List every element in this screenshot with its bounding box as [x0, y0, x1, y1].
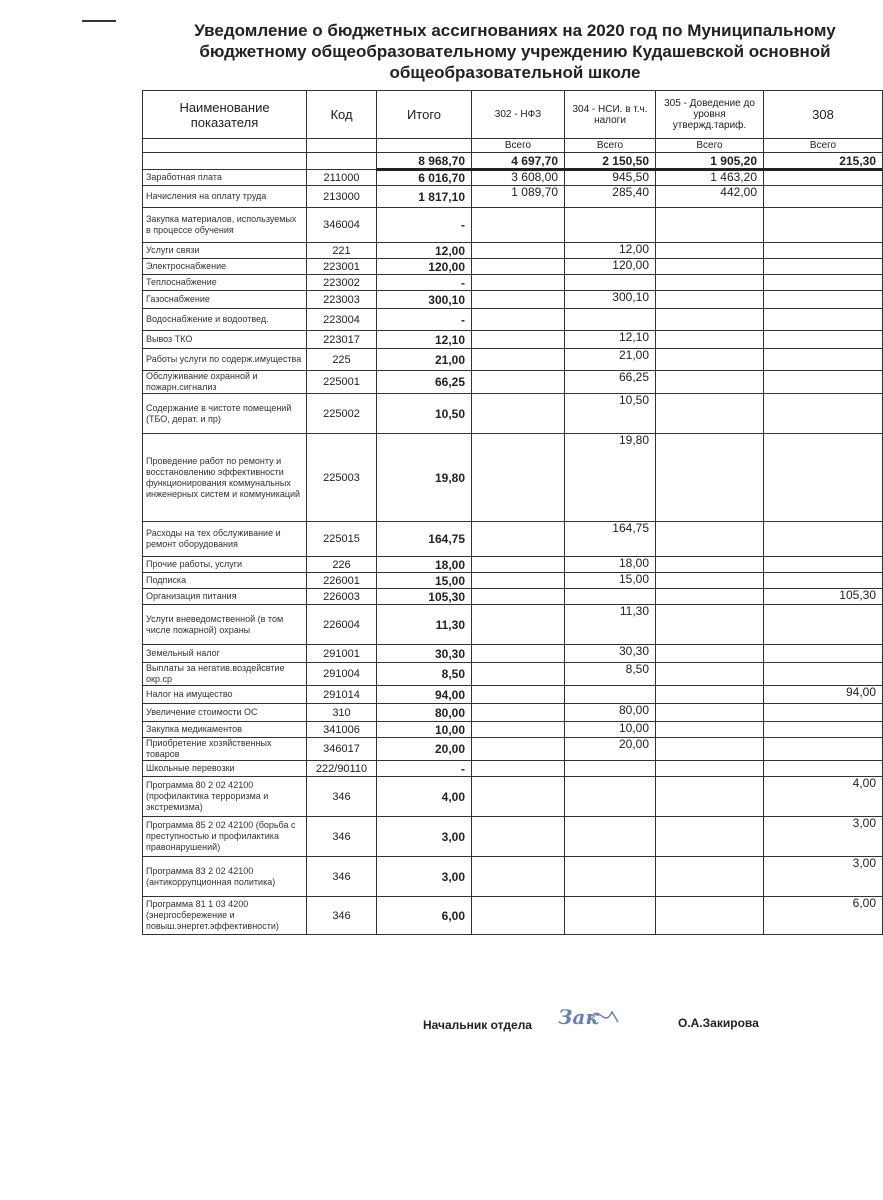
- row-308: [764, 761, 883, 777]
- row-total: 1 817,10: [377, 186, 472, 208]
- row-name: Прочие работы, услуги: [143, 557, 307, 573]
- row-304: 12,10: [565, 331, 656, 349]
- header-305: 305 - Доведение до уровня утвержд.тариф.: [656, 91, 764, 139]
- row-name: Услуги вневедомственной (в том числе пожарной) охраны: [143, 605, 307, 645]
- row-302: [472, 663, 565, 686]
- row-code: 223002: [307, 275, 377, 291]
- row-308: 6,00: [764, 897, 883, 935]
- row-308: [764, 331, 883, 349]
- row-305: [656, 522, 764, 557]
- table-row: [143, 738, 883, 761]
- row-302: [472, 777, 565, 817]
- row-code: 226004: [307, 605, 377, 645]
- row-code: 346004: [307, 208, 377, 243]
- table-row: [143, 394, 883, 434]
- row-name: Подписка: [143, 573, 307, 589]
- row-305: [656, 331, 764, 349]
- row-304: [565, 857, 656, 897]
- row-305: [656, 394, 764, 434]
- signature: [552, 1002, 624, 1034]
- row-code: 223003: [307, 291, 377, 309]
- row-305: [656, 589, 764, 605]
- row-total: 30,30: [377, 645, 472, 663]
- row-305: [656, 857, 764, 897]
- row-304: 8,50: [565, 663, 656, 686]
- row-304: 285,40: [565, 186, 656, 208]
- row-304: [565, 686, 656, 704]
- table-row: [143, 243, 883, 259]
- table-row: [143, 589, 883, 605]
- row-name: Расходы на тех обслуживание и ремонт оборудования: [143, 522, 307, 557]
- budget-table: [142, 90, 883, 935]
- scan-mark: [82, 20, 116, 22]
- row-304: 945,50: [565, 170, 656, 186]
- row-305: [656, 761, 764, 777]
- row-308: [764, 291, 883, 309]
- row-304: 300,10: [565, 291, 656, 309]
- table-header-row: [143, 91, 883, 139]
- row-304: 12,00: [565, 243, 656, 259]
- row-304: 30,30: [565, 645, 656, 663]
- row-code: 346017: [307, 738, 377, 761]
- row-code: 225001: [307, 371, 377, 394]
- row-code: 346: [307, 857, 377, 897]
- row-302: 1 089,70: [472, 186, 565, 208]
- header-total: Итого: [377, 91, 472, 139]
- row-308: 94,00: [764, 686, 883, 704]
- row-304: [565, 309, 656, 331]
- row-308: [764, 394, 883, 434]
- row-308: [764, 522, 883, 557]
- row-302: [472, 573, 565, 589]
- row-308: [764, 186, 883, 208]
- table-row: [143, 663, 883, 686]
- sub-302: Всего: [472, 139, 565, 153]
- table-row: [143, 186, 883, 208]
- table-row: [143, 817, 883, 857]
- row-302: [472, 738, 565, 761]
- signer-role: Начальник отдела: [423, 1018, 532, 1032]
- row-302: [472, 291, 565, 309]
- sub-304: Всего: [565, 139, 656, 153]
- table-row: [143, 522, 883, 557]
- row-304: [565, 275, 656, 291]
- table-row: [143, 777, 883, 817]
- row-code: 221: [307, 243, 377, 259]
- row-total: 66,25: [377, 371, 472, 394]
- row-304: 19,80: [565, 434, 656, 522]
- row-305: [656, 704, 764, 722]
- row-name: Содержание в чистоте помещений (ТБО, дерат. и пр): [143, 394, 307, 434]
- row-code: 341006: [307, 722, 377, 738]
- row-name: Проведение работ по ремонту и восстановлению эффективности функционирования коммунальных инженерных систем и коммуникаций: [143, 434, 307, 522]
- row-total: 120,00: [377, 259, 472, 275]
- header-304: 304 - НСИ. в т.ч. налоги: [565, 91, 656, 139]
- row-name: Школьные перевозки: [143, 761, 307, 777]
- row-total: -: [377, 761, 472, 777]
- table-row: [143, 275, 883, 291]
- header-302: 302 - НФЗ: [472, 91, 565, 139]
- document-title: Уведомление о бюджетных ассигнованиях на 2020 год по Муниципальному бюджетному общеобразовательному учреждению Кудашевской основной общеобразовательной школе: [194, 21, 836, 82]
- row-304: [565, 208, 656, 243]
- row-305: [656, 686, 764, 704]
- row-305: [656, 738, 764, 761]
- row-308: [764, 722, 883, 738]
- row-302: [472, 434, 565, 522]
- sum-empty: [307, 153, 377, 170]
- row-304: [565, 761, 656, 777]
- row-total: 3,00: [377, 857, 472, 897]
- row-name: Программа 80 2 02 42100 (профилактика терроризма и экстремизма): [143, 777, 307, 817]
- table-row: [143, 857, 883, 897]
- row-total: 3,00: [377, 817, 472, 857]
- row-305: [656, 605, 764, 645]
- row-304: 20,00: [565, 738, 656, 761]
- table-row: [143, 208, 883, 243]
- row-308: [764, 645, 883, 663]
- totals-row: [143, 153, 883, 170]
- row-name: Теплоснабжение: [143, 275, 307, 291]
- row-302: [472, 243, 565, 259]
- sub-empty: [307, 139, 377, 153]
- row-305: [656, 573, 764, 589]
- sum-total: 8 968,70: [377, 153, 472, 170]
- row-302: [472, 259, 565, 275]
- row-308: 3,00: [764, 817, 883, 857]
- row-305: 1 463,20: [656, 170, 764, 186]
- row-total: 80,00: [377, 704, 472, 722]
- row-304: [565, 897, 656, 935]
- row-305: [656, 349, 764, 371]
- row-305: [656, 259, 764, 275]
- row-308: [764, 663, 883, 686]
- row-305: [656, 817, 764, 857]
- row-name: Водоснабжение и водоотвед.: [143, 309, 307, 331]
- row-304: 120,00: [565, 259, 656, 275]
- row-total: 12,10: [377, 331, 472, 349]
- row-code: 213000: [307, 186, 377, 208]
- row-308: [764, 170, 883, 186]
- row-code: 223001: [307, 259, 377, 275]
- row-304: 15,00: [565, 573, 656, 589]
- row-code: 226001: [307, 573, 377, 589]
- table-row: [143, 573, 883, 589]
- row-308: [764, 573, 883, 589]
- row-308: [764, 738, 883, 761]
- row-name: Вывоз ТКО: [143, 331, 307, 349]
- row-302: [472, 686, 565, 704]
- table-row: [143, 170, 883, 186]
- table-subheader-row: [143, 139, 883, 153]
- row-304: [565, 589, 656, 605]
- row-302: [472, 349, 565, 371]
- row-302: [472, 371, 565, 394]
- row-302: [472, 275, 565, 291]
- sum-305: 1 905,20: [656, 153, 764, 170]
- row-code: 226003: [307, 589, 377, 605]
- row-total: 21,00: [377, 349, 472, 371]
- table-row: [143, 686, 883, 704]
- table-row: [143, 557, 883, 573]
- row-302: [472, 557, 565, 573]
- row-304: 10,50: [565, 394, 656, 434]
- sum-308: 215,30: [764, 153, 883, 170]
- row-code: 225: [307, 349, 377, 371]
- table-row: [143, 259, 883, 275]
- row-name: Газоснабжение: [143, 291, 307, 309]
- row-total: 10,00: [377, 722, 472, 738]
- row-308: 3,00: [764, 857, 883, 897]
- row-code: 291004: [307, 663, 377, 686]
- row-302: [472, 522, 565, 557]
- row-name: Увеличение стоимости ОС: [143, 704, 307, 722]
- sub-305: Всего: [656, 139, 764, 153]
- row-304: 10,00: [565, 722, 656, 738]
- row-308: [764, 275, 883, 291]
- row-total: -: [377, 275, 472, 291]
- table-row: [143, 291, 883, 309]
- row-308: [764, 309, 883, 331]
- header-code: Код: [307, 91, 377, 139]
- row-305: [656, 291, 764, 309]
- row-total: 105,30: [377, 589, 472, 605]
- table-row: [143, 645, 883, 663]
- table-row: [143, 434, 883, 522]
- row-308: 4,00: [764, 777, 883, 817]
- row-302: [472, 704, 565, 722]
- row-302: [472, 309, 565, 331]
- row-302: [472, 761, 565, 777]
- table-row: [143, 331, 883, 349]
- header-308: 308: [764, 91, 883, 139]
- signature-block: [0, 1005, 873, 1046]
- row-name: Электроснабжение: [143, 259, 307, 275]
- row-code: 223017: [307, 331, 377, 349]
- sub-308: Всего: [764, 139, 883, 153]
- row-305: [656, 645, 764, 663]
- row-total: -: [377, 309, 472, 331]
- row-total: 10,50: [377, 394, 472, 434]
- row-302: [472, 208, 565, 243]
- header-name: Наименование показателя: [143, 91, 307, 139]
- row-total: 20,00: [377, 738, 472, 761]
- row-308: [764, 704, 883, 722]
- table-row: [143, 761, 883, 777]
- row-305: [656, 243, 764, 259]
- row-305: [656, 371, 764, 394]
- table-row: [143, 371, 883, 394]
- row-code: 310: [307, 704, 377, 722]
- row-name: Программа 85 2 02 42100 (борьба с преступностью и профилактика правонарушений): [143, 817, 307, 857]
- row-304: 21,00: [565, 349, 656, 371]
- row-code: 346: [307, 897, 377, 935]
- row-total: 300,10: [377, 291, 472, 309]
- row-308: 105,30: [764, 589, 883, 605]
- row-total: 94,00: [377, 686, 472, 704]
- row-code: 223004: [307, 309, 377, 331]
- row-code: 222/90110: [307, 761, 377, 777]
- row-total: 6 016,70: [377, 170, 472, 186]
- sum-empty: [143, 153, 307, 170]
- row-302: [472, 605, 565, 645]
- row-name: Заработная плата: [143, 170, 307, 186]
- row-304: [565, 777, 656, 817]
- row-305: [656, 434, 764, 522]
- row-code: 226: [307, 557, 377, 573]
- row-name: Земельный налог: [143, 645, 307, 663]
- row-304: 11,30: [565, 605, 656, 645]
- table-row: [143, 704, 883, 722]
- row-code: 225003: [307, 434, 377, 522]
- row-305: [656, 897, 764, 935]
- row-total: 18,00: [377, 557, 472, 573]
- row-total: 11,30: [377, 605, 472, 645]
- row-302: [472, 817, 565, 857]
- row-305: [656, 208, 764, 243]
- row-total: 12,00: [377, 243, 472, 259]
- row-305: [656, 777, 764, 817]
- row-code: 211000: [307, 170, 377, 186]
- row-302: 3 608,00: [472, 170, 565, 186]
- row-total: 164,75: [377, 522, 472, 557]
- row-304: 66,25: [565, 371, 656, 394]
- row-name: Закупка медикаментов: [143, 722, 307, 738]
- row-302: [472, 331, 565, 349]
- sub-empty: [143, 139, 307, 153]
- table-row: [143, 722, 883, 738]
- row-total: 15,00: [377, 573, 472, 589]
- row-name: Работы услуги по содерж.имущества: [143, 349, 307, 371]
- signer-name: О.А.Закирова: [678, 1016, 759, 1030]
- row-304: 80,00: [565, 704, 656, 722]
- row-code: 346: [307, 777, 377, 817]
- table-row: [143, 605, 883, 645]
- row-305: [656, 309, 764, 331]
- row-name: Налог на имущество: [143, 686, 307, 704]
- row-total: 8,50: [377, 663, 472, 686]
- row-name: Программа 83 2 02 42100 (антикоррупционная политика): [143, 857, 307, 897]
- signature-text: Зак: [558, 1005, 599, 1029]
- row-302: [472, 897, 565, 935]
- row-code: 291014: [307, 686, 377, 704]
- row-305: [656, 275, 764, 291]
- row-305: [656, 557, 764, 573]
- row-code: 346: [307, 817, 377, 857]
- row-name: Закупка материалов, используемых в процессе обучения: [143, 208, 307, 243]
- row-total: -: [377, 208, 472, 243]
- row-308: [764, 208, 883, 243]
- row-code: 225015: [307, 522, 377, 557]
- row-308: [764, 243, 883, 259]
- row-name: Услуги связи: [143, 243, 307, 259]
- row-name: Обслуживание охранной и пожарн.сигнализ: [143, 371, 307, 394]
- row-304: [565, 817, 656, 857]
- row-302: [472, 722, 565, 738]
- row-304: 164,75: [565, 522, 656, 557]
- row-302: [472, 394, 565, 434]
- row-304: 18,00: [565, 557, 656, 573]
- row-name: Начисления на оплату труда: [143, 186, 307, 208]
- row-302: [472, 857, 565, 897]
- table-row: [143, 897, 883, 935]
- row-code: 225002: [307, 394, 377, 434]
- row-name: Выплаты за негатив.воздейсвтие окр.ср: [143, 663, 307, 686]
- row-308: [764, 557, 883, 573]
- row-total: 6,00: [377, 897, 472, 935]
- table-row: [143, 349, 883, 371]
- row-305: 442,00: [656, 186, 764, 208]
- row-308: [764, 349, 883, 371]
- row-name: Программа 81 1 03 4200 (энергосбережение и повыш.энергет.эффективности): [143, 897, 307, 935]
- row-305: [656, 722, 764, 738]
- row-308: [764, 259, 883, 275]
- row-total: 4,00: [377, 777, 472, 817]
- row-308: [764, 371, 883, 394]
- row-total: 19,80: [377, 434, 472, 522]
- row-302: [472, 645, 565, 663]
- row-305: [656, 663, 764, 686]
- row-308: [764, 605, 883, 645]
- sum-304: 2 150,50: [565, 153, 656, 170]
- row-308: [764, 434, 883, 522]
- row-name: Организация питания: [143, 589, 307, 605]
- table-row: [143, 309, 883, 331]
- row-302: [472, 589, 565, 605]
- row-name: Приобретение хозяйственных товаров: [143, 738, 307, 761]
- sum-302: 4 697,70: [472, 153, 565, 170]
- row-code: 291001: [307, 645, 377, 663]
- sub-empty: [377, 139, 472, 153]
